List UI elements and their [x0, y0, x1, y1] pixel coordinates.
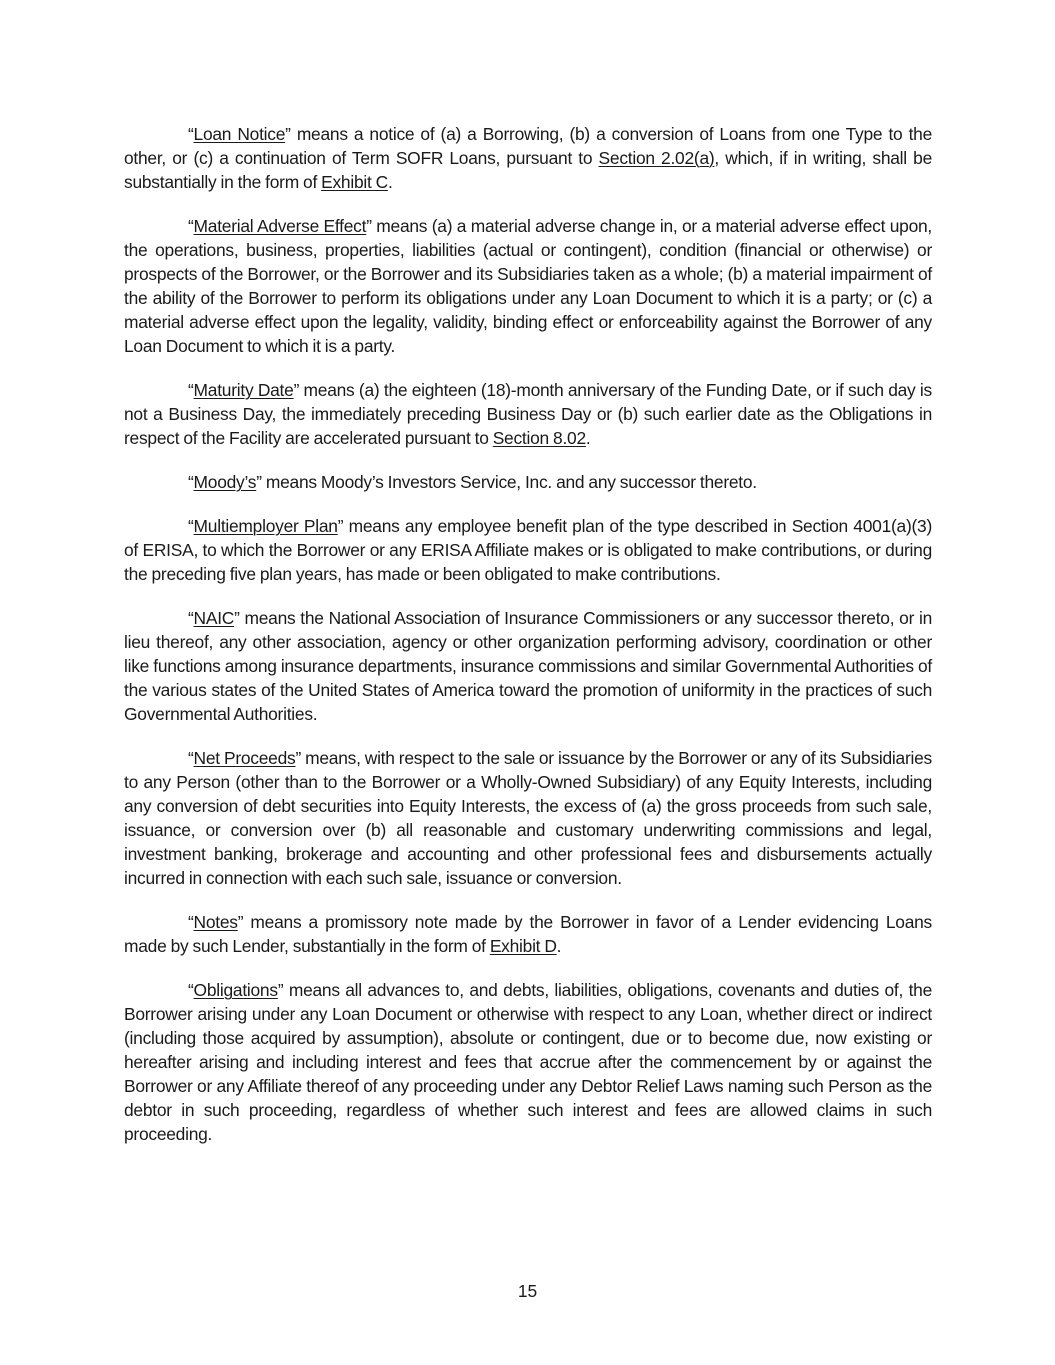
close-quote: ”	[234, 608, 240, 628]
section-reference: Section 2.02(a)	[598, 148, 715, 168]
close-quote: ”	[285, 124, 291, 144]
open-quote: “	[188, 516, 194, 536]
open-quote: “	[188, 124, 194, 144]
definition-text: .	[556, 936, 562, 956]
definition-text: means a notice of (a) a Borrowing, (b) a conversion of Loans from one Type to the other, or (c) a continuation of Term SOFR Loans, pursuant to	[124, 124, 933, 168]
close-quote: ”	[295, 748, 301, 768]
defined-term: Notes	[193, 912, 238, 932]
open-quote: “	[188, 216, 194, 236]
definition-text: means (a) the eighteen (18)-month anniversary of the Funding Date, or if such day is not a Business Day, the immediately preceding Business Day or (b) such earlier date as the Obligations in respect of the Facility are accelerated pursuant to	[124, 380, 932, 448]
close-quote: ”	[293, 380, 300, 400]
definition-notes	[124, 910, 932, 958]
document-body	[124, 122, 932, 1146]
definition-text: means, with respect to the sale or issuance by the Borrower or any of its Subsidiaries to any Person (other than to the Borrower or a Wholly-Owned Subsidiary) of any Equity Interests, including any conversion of debt securities into Equity Interests, the excess of (a) the gross proceeds from such sale, issuance, or conversion over (b) all reasonable and customary underwriting commissions and legal, investment banking, brokerage and accounting and other professional fees and disbursements actually incurred in connection with each such sale, issuance or conversion.	[124, 748, 932, 888]
definition-text: .	[387, 172, 393, 192]
open-quote: “	[188, 608, 194, 628]
definition-obligations	[124, 978, 932, 1146]
open-quote: “	[188, 748, 194, 768]
defined-term: Obligations	[193, 980, 278, 1000]
exhibit-reference: Exhibit D	[489, 936, 557, 956]
definition-text: means (a) a material adverse change in, or a material adverse effect upon, the operations, business, properties, liabilities (actual or contingent), condition (financial or otherwise) or prospects of the Borrower, or the Borrower and its Subsidiaries taken as a whole; (b) a material impairment of the ability of the Borrower to perform its obligations under any Loan Document to which it is a party; or (c) a material adverse effect upon the legality, validity, binding effect or enforceability against the Borrower of any Loan Document to which it is a party.	[124, 216, 932, 356]
defined-term: Material Adverse Effect	[193, 216, 367, 236]
defined-term: NAIC	[193, 608, 235, 628]
close-quote: ”	[337, 516, 344, 536]
open-quote: “	[188, 980, 194, 1000]
definition-text: means Moody’s Investors Service, Inc. and any successor thereto.	[261, 472, 757, 492]
definition-text: , which, if in writing, shall be substantially in the form of	[124, 148, 932, 192]
definition-naic	[124, 606, 932, 726]
definition-multiemployer-plan	[124, 514, 932, 586]
definition-material-adverse-effect	[124, 214, 932, 358]
definition-net-proceeds	[124, 746, 932, 890]
close-quote: ”	[256, 472, 262, 492]
definition-text: means a promissory note made by the Borrower in favor of a Lender evidencing Loans made by such Lender, substantially in the form of	[124, 912, 932, 956]
definition-moodys	[124, 470, 932, 494]
open-quote: “	[188, 912, 194, 932]
close-quote: ”	[366, 216, 372, 236]
close-quote: ”	[277, 980, 284, 1000]
defined-term: Moody’s	[193, 472, 257, 492]
definition-text: means all advances to, and debts, liabilities, obligations, covenants and duties of, the Borrower arising under any Loan Document or otherwise with respect to any Loan, whether direct or indirect (including those acquired by assumption), absolute or contingent, due or to become due, now existing or hereafter arising and including interest and fees that accrue after the commencement by or against the Borrower or any Affiliate thereof of any proceeding under any Debtor Relief Laws naming such Person as the debtor in such proceeding, regardless of whether such interest and fees are allowed claims in such proceeding.	[124, 980, 932, 1144]
definition-maturity-date	[124, 378, 932, 450]
defined-term: Multiemployer Plan	[193, 516, 338, 536]
definition-text: .	[585, 428, 591, 448]
exhibit-reference: Exhibit C	[321, 172, 388, 192]
definition-loan-notice	[124, 122, 932, 194]
page-number: 15	[517, 1281, 538, 1301]
definition-text: means any employee benefit plan of the type described in Section 4001(a)(3) of ERISA, to which the Borrower or any ERISA Affiliate makes or is obligated to make contributions, or during the preceding five plan years, has made or been obligated to make contributions.	[124, 516, 933, 584]
defined-term: Maturity Date	[193, 380, 294, 400]
close-quote: ”	[237, 912, 244, 932]
open-quote: “	[188, 380, 194, 400]
definition-text: means the National Association of Insurance Commissioners or any successor thereto, or in lieu thereof, any other association, agency or other organization performing advisory, coordination or other like functions among insurance departments, insurance commissions and similar Governmental Authorities of the various states of the United States of America toward the promotion of uniformity in the practices of such Governmental Authorities.	[124, 608, 932, 724]
section-reference: Section 8.02	[492, 428, 586, 448]
defined-term: Net Proceeds	[193, 748, 296, 768]
defined-term: Loan Notice	[193, 124, 286, 144]
open-quote: “	[188, 472, 194, 492]
